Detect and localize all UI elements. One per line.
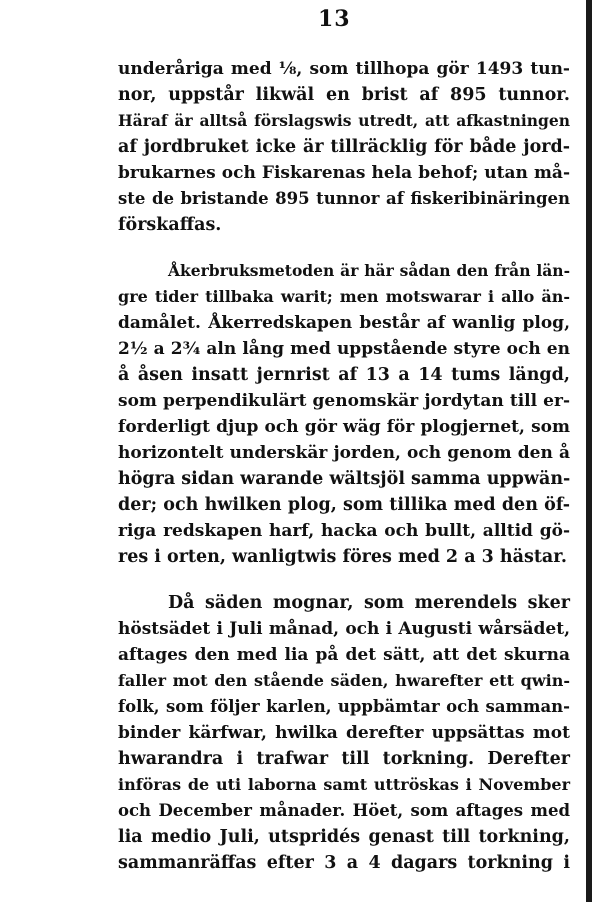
- paragraph-2-line-7: forderligt djup och gör wäg för plogjernet, som: [118, 417, 570, 437]
- paragraph-1-line-6: ste de bristande 895 tunnor af fiskeribinäringen: [118, 189, 570, 208]
- paragraph-3-line-5: folk, som följer karlen, uppbämtar och samman-: [118, 697, 570, 716]
- paragraph-3-line-3: aftages den med lia på det sätt, att det skurna: [118, 645, 570, 665]
- paragraph-2-line-2: gre tider tillbaka warit; men motswarar i allo än-: [118, 287, 570, 306]
- paragraph-2-line-10: der; och hwilken plog, som tillika med den öf-: [118, 495, 570, 515]
- paragraph-3-line-6: binder kärfwar, hwilka derefter uppsättas mot: [118, 723, 570, 743]
- paragraph-2-line-9: högra sidan warande wältsjöl samma uppwän-: [118, 469, 571, 489]
- paragraph-2-line-1: Åkerbruksmetoden är här sådan den från län-: [168, 261, 570, 280]
- paragraph-2-line-3: damålet. Åkerredskapen består af wanlig plog,: [118, 313, 570, 333]
- paragraph-1-line-2: nor, uppstår likwäl en brist af 895 tunnor.: [118, 85, 570, 105]
- paragraph-3-line-8: införas de uti laborna samt uttröskas i November: [118, 775, 570, 794]
- paragraph-1-line-7: förskaffas.: [118, 215, 222, 235]
- paragraph-2-line-8: horizontelt underskär jorden, och genom den å: [118, 443, 570, 463]
- paragraph-3-line-7: hwarandra i trafwar till torkning. Derefter: [118, 749, 570, 769]
- paragraph-3-line-2: höstsädet i Juli månad, och i Augusti wårsädet,: [118, 619, 570, 639]
- paragraph-1-line-5: brukarnes och Fiskarenas hela behof; utan må-: [118, 163, 570, 183]
- paragraph-2-line-12: res i orten, wanligtwis föres med 2 a 3 hästar.: [118, 547, 567, 567]
- paragraph-3-line-11: sammanräffas efter 3 a 4 dagars torkning i: [118, 853, 570, 873]
- paragraph-1-line-3: Häraf är alltså förslagswis utredt, att afkastningen: [118, 111, 570, 130]
- paragraph-3-line-1: Då säden mognar, som merendels sker: [168, 593, 570, 613]
- paragraph-3-line-9: och December månader. Höet, som aftages med: [118, 801, 570, 820]
- paragraph-2-line-4: 2½ a 2¾ aln lång med uppstående styre och en: [118, 339, 570, 359]
- paragraph-3-line-4: faller mot den stående säden, hwarefter ett qwin-: [118, 671, 570, 690]
- paragraph-1-line-4: af jordbruket icke är tillräcklig för både jord-: [118, 137, 570, 157]
- page-number: 13: [318, 6, 351, 32]
- paragraph-2-line-11: riga redskapen harf, hacka och bullt, alltid gö-: [118, 521, 570, 541]
- page-edge-shadow: [586, 0, 592, 902]
- paragraph-3-line-10: lia medio Juli, utspridés genast till torkning,: [118, 827, 570, 847]
- paragraph-2-line-5: å åsen insatt jernrist af 13 a 14 tums längd,: [118, 365, 570, 385]
- paragraph-1-line-1: underåriga med ⅛, som tillhopa gör 1493 tun-: [118, 59, 570, 79]
- paragraph-2-line-6: som perpendikulärt genomskär jordytan till er-: [118, 391, 570, 411]
